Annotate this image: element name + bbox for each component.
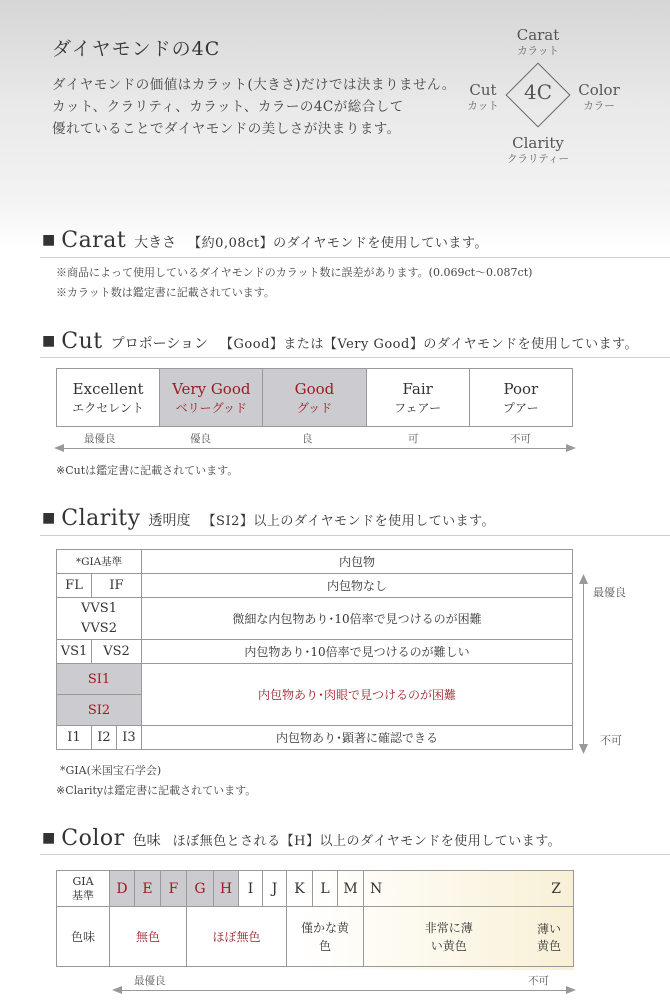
clarity-axis-down-arrow: [578, 744, 589, 754]
color-best-label: 最優良: [134, 975, 166, 987]
clarity-vs1: VS1: [57, 640, 92, 664]
four-c-carat: Carat カラット: [516, 26, 560, 57]
cut-divider: [40, 357, 670, 358]
color-faint-yellow: 僅かな黄色: [287, 907, 364, 967]
clarity-note-1: *GIA(米国宝石学会): [60, 764, 162, 777]
clarity-desc-4: 内包物あり･肉眼で見つけるのが困難: [142, 664, 573, 726]
clarity-i1: I1: [57, 726, 92, 750]
cut-axis-label-1: 最優良: [84, 433, 116, 445]
color-hue-label: 色味: [57, 907, 110, 967]
cut-axis-right-arrow: [566, 443, 576, 453]
cut-axis-left-arrow: [54, 443, 64, 453]
cut-axis-line: [60, 448, 570, 449]
color-grade-j: J: [263, 871, 287, 907]
color-near-colorless: ほぼ無色: [187, 907, 287, 967]
carat-note-2: ※カラット数は鑑定書に記載されています。: [56, 286, 275, 299]
color-axis-line: [118, 990, 570, 991]
color-grade-table: [56, 870, 574, 967]
color-axis-right-arrow: [566, 985, 576, 995]
clarity-si1: SI1: [57, 664, 142, 695]
color-gia-label: GIA基準: [57, 871, 110, 907]
cut-grade-fair: Fair フェアー: [366, 369, 469, 427]
color-axis-left-arrow: [112, 985, 122, 995]
cut-grade-poor: Poor プアー: [469, 369, 572, 427]
clarity-grade-table: [56, 549, 573, 750]
clarity-desc-3: 内包物あり･10倍率で見つけるのが難しい: [142, 640, 573, 664]
cut-axis-label-3: 良: [302, 433, 313, 445]
cut-grade-very-good: Very Good ベリーグッド: [160, 369, 263, 427]
clarity-if: IF: [92, 574, 142, 598]
clarity-note-2: ※Clarityは鑑定書に記載されています。: [56, 784, 257, 797]
color-very-light-yellow: 非常に薄い黄色: [364, 907, 534, 967]
clarity-desc-1: 内包物なし: [142, 574, 573, 598]
color-grade-h: H: [214, 871, 239, 907]
clarity-head-left: *GIA基準: [57, 550, 142, 574]
clarity-vs2: VS2: [92, 640, 142, 664]
clarity-i2: I2: [92, 726, 117, 750]
cut-axis-label-5: 不可: [510, 433, 531, 445]
color-grade-g: G: [187, 871, 214, 907]
color-grade-k: K: [287, 871, 313, 907]
clarity-best-label: 最優良: [593, 586, 626, 599]
clarity-axis-up-arrow: [578, 574, 589, 584]
clarity-desc-2: 微細な内包物あり･10倍率で見つけるのが困難: [142, 598, 573, 640]
clarity-i3: I3: [117, 726, 142, 750]
four-c-color: Color カラー: [578, 81, 620, 112]
color-grade-m: M: [338, 871, 364, 907]
page-title: ダイヤモンドの4C: [52, 38, 221, 60]
four-c-cut: Cut カット: [467, 81, 499, 112]
color-grade-l: L: [313, 871, 338, 907]
carat-section-title: ■ Carat 大きさ 【約0,08ct】のダイヤモンドを使用しています。: [42, 228, 488, 253]
clarity-desc-5: 内包物あり･顕著に確認できる: [142, 726, 573, 750]
color-grade-n: N: [364, 871, 534, 907]
clarity-section-title: ■ Clarity 透明度 【SI2】以上のダイヤモンドを使用しています。: [42, 506, 496, 531]
clarity-vvs2: VVS2: [57, 619, 142, 640]
clarity-divider: [40, 535, 670, 536]
carat-divider: [40, 257, 670, 258]
color-worst-label: 不可: [528, 975, 549, 987]
four-c-clarity: Clarity クラリティー: [507, 134, 569, 165]
cut-axis-label-4: 可: [408, 433, 419, 445]
clarity-vvs1: VVS1: [57, 598, 142, 619]
clarity-si2: SI2: [57, 695, 142, 726]
color-grade-d: D: [110, 871, 135, 907]
color-divider: [40, 854, 670, 855]
cut-note: ※Cutは鑑定書に記載されています。: [56, 464, 239, 477]
color-grade-e: E: [135, 871, 161, 907]
clarity-worst-label: 不可: [600, 734, 622, 747]
intro-text: ダイヤモンドの価値はカラット(大きさ)だけでは決まりません。 カット、クラリティ、カラット、カラーの4Cが総合して 優れていることでダイヤモンドの美しさが決まります。: [52, 77, 456, 137]
clarity-axis-line: [583, 580, 584, 748]
color-grade-z: Z: [534, 871, 574, 907]
cut-axis-label-2: 優良: [190, 433, 211, 445]
color-section-title: ■ Color 色味 ほぼ無色とされる【H】以上のダイヤモンドを使用しています。: [42, 826, 562, 851]
clarity-fl: FL: [57, 574, 92, 598]
cut-grade-table: [56, 368, 573, 427]
cut-section-title: ■ Cut プロポーション 【Good】または【Very Good】のダイヤモンドを使用しています。: [42, 329, 639, 354]
carat-note-1: ※商品によって使用しているダイヤモンドのカラット数に誤差があります。(0.069ct～0.087ct): [56, 266, 533, 279]
color-grade-f: F: [161, 871, 187, 907]
color-colorless: 無色: [110, 907, 187, 967]
clarity-head-right: 内包物: [142, 550, 573, 574]
color-light-yellow: 薄い黄色: [534, 907, 574, 967]
cut-grade-good: Good グッド: [263, 369, 366, 427]
color-grade-i: I: [239, 871, 263, 907]
cut-grade-excellent: Excellent エクセレント: [57, 369, 160, 427]
four-c-label: 4C: [523, 80, 553, 104]
